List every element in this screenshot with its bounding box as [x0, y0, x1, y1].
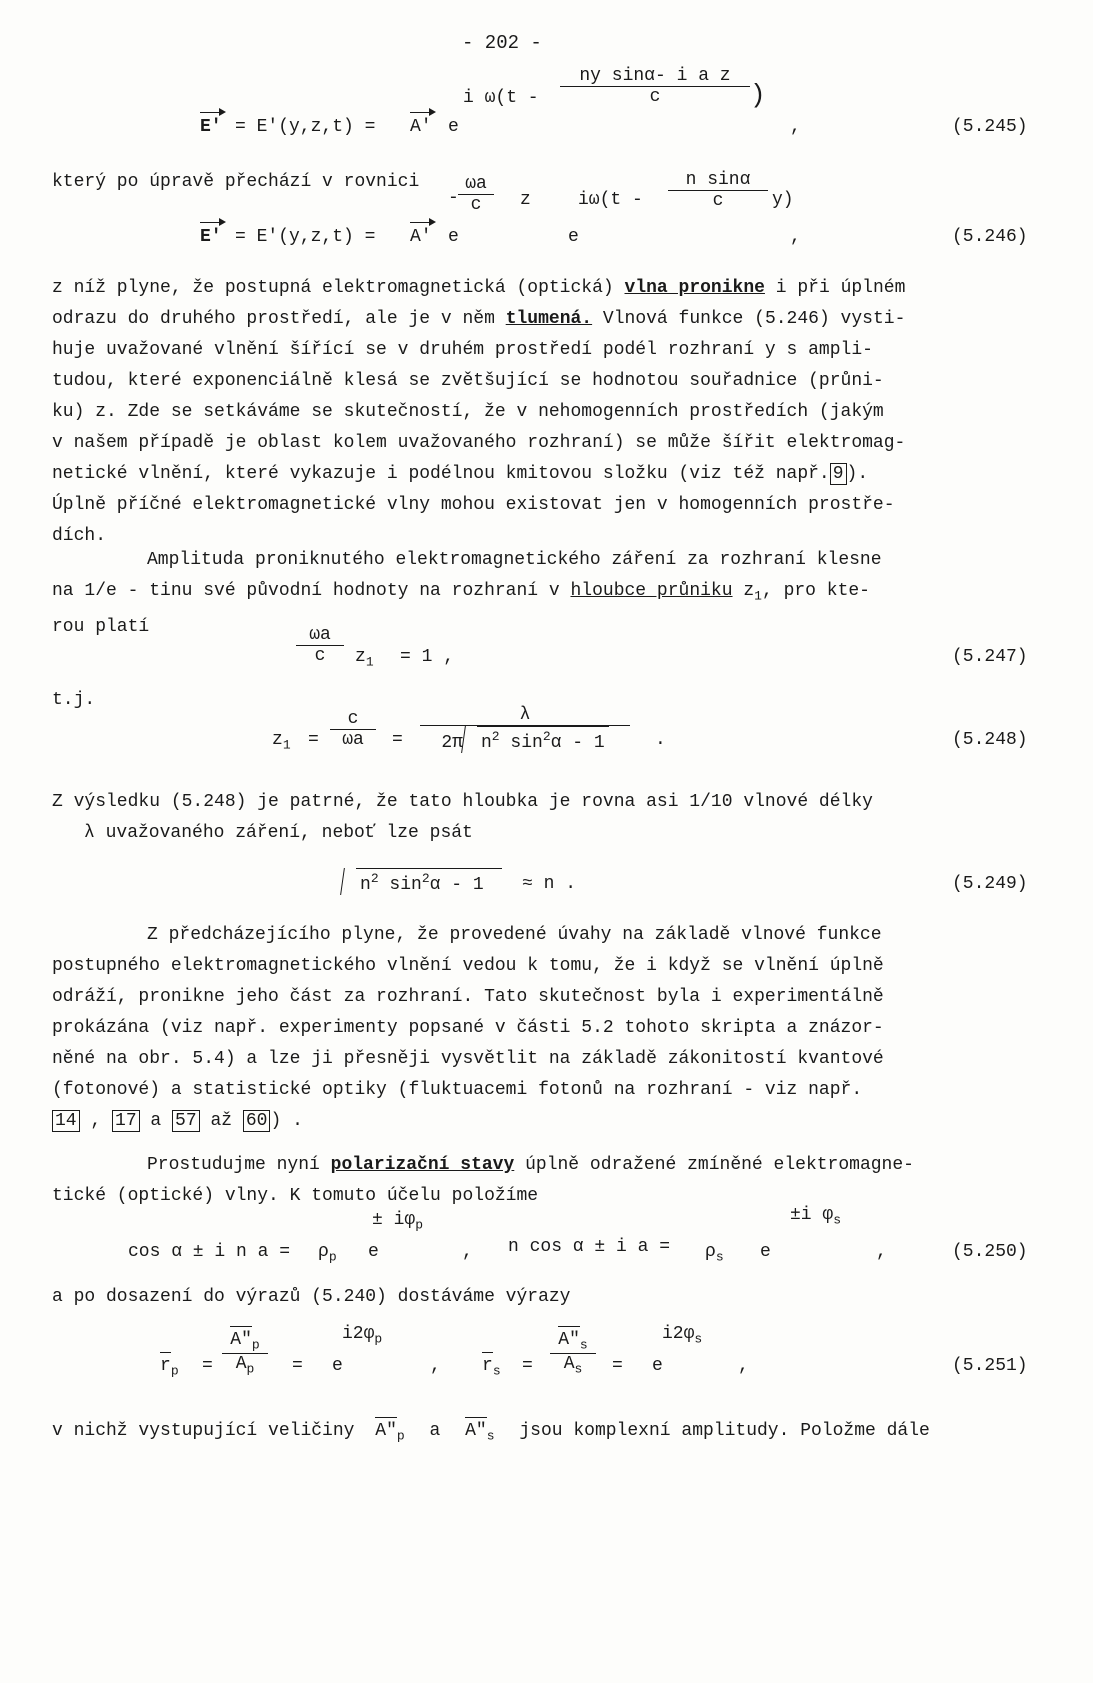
- a-s: $A"_s$: [465, 1421, 495, 1444]
- text-line: dích.: [52, 526, 107, 546]
- text-line: na 1/e - tinu své původní hodnoty na rozhraní v hloubce průniku $z_1$, pro kte-: [52, 581, 870, 604]
- a-p: $A"_p$: [375, 1421, 405, 1444]
- r-s: $r_s$: [482, 1356, 501, 1379]
- text-line: tické (optické) vlny. K tomuto účelu položíme: [52, 1186, 539, 1206]
- rhs-z1: $z_1$: [355, 647, 374, 670]
- text-line: prokázána (viz např. experimenty popsané v části 5.2 tohoto skripta a znázor-: [52, 1018, 884, 1038]
- period: .: [655, 730, 666, 750]
- exp-close: ): [750, 80, 766, 110]
- text-line: tudou, které exponenciálně klesá se zvětšující se hodnotou souřadnice (průni-: [52, 371, 884, 391]
- comma: ,: [790, 117, 801, 137]
- equation-5-246: [0, 170, 1093, 250]
- paragraph-1: [52, 273, 1037, 552]
- paragraph-7: v nichž vystupující veličiny $A"_p$ a $A"_s$ jsou komplexní amplitudy. Položme dále: [52, 1421, 930, 1444]
- amp-vector: A': [410, 227, 432, 247]
- text-line: postupného elektromagnetického vlnění vedou k tomu, že i když se vlnění úplně: [52, 956, 884, 976]
- paragraph-6: a po dosazení do výrazů (5.240) dostáváme výrazy: [52, 1287, 571, 1307]
- fraction-p: $\frac{A"_p}{A_p}$: [222, 1330, 268, 1376]
- page-number: - 202 -: [462, 32, 542, 54]
- exponent-2: ±i $\varphi_s$: [790, 1205, 842, 1228]
- text-line: netické vlnění, které vykazuje i podélnou kmitovou složku (viz též např. 9 ).: [52, 464, 869, 484]
- fraction-s: $\frac{A"_s}{A_s}$: [550, 1330, 596, 1376]
- text-line: Prostudujme nyní polarizační stavy úplně odražené zmíněné elektromagne-: [147, 1155, 914, 1175]
- exp-fraction: $\frac{\text{ny sinα- i a z}}{c}$: [560, 66, 750, 107]
- left-expression: cos α ± i n a =: [128, 1242, 291, 1262]
- text-line: v našem případě je oblast kolem uvažovaného rozhraní) se může šířit elektromag-: [52, 433, 906, 453]
- text-line: λ uvažovaného záření, neboť lze psát: [84, 823, 473, 843]
- base-e-2: e: [760, 1242, 771, 1262]
- text-line: ku) z. Zde se setkáváme se skutečností, že v nehomogenních prostředích (jakým: [52, 402, 884, 422]
- text-line: Z výsledku (5.248) je patrné, že tato hloubka je rovna asi 1/10 vlnové délky: [52, 792, 873, 812]
- equation-number: (5.249): [952, 874, 1028, 894]
- equals-one: = 1 ,: [400, 647, 455, 667]
- exp2-fraction: $\frac{\text{n sinα}}{c}$: [668, 170, 768, 211]
- equation-number: (5.246): [952, 227, 1028, 247]
- equals: =: [392, 730, 403, 750]
- lhs-mid: = E'(y,z,t) =: [235, 117, 376, 137]
- lhs-vector: E': [200, 227, 222, 247]
- lhs-vector: E': [200, 117, 222, 137]
- equation-5-249: [0, 860, 1093, 910]
- base-e-1: e: [332, 1356, 343, 1376]
- comma: ,: [876, 1242, 887, 1262]
- amp-vector: A': [410, 117, 432, 137]
- equation-5-245: [0, 60, 1093, 140]
- text-line: odráží, pronikne jeho část za rozhraní. Tato skutečnost byla i experimentálně: [52, 987, 884, 1007]
- base-e-2: e: [568, 227, 579, 247]
- exponent-1: ± $i\varphi_p$: [372, 1210, 424, 1233]
- equation-5-248: [0, 705, 1093, 775]
- citation: 9: [830, 463, 847, 485]
- equals: =: [612, 1356, 623, 1376]
- text-line: Z předcházejícího plyne, že provedené úvahy na základě vlnové funkce: [147, 925, 882, 945]
- text-line: rou platí: [52, 616, 150, 637]
- tj-label: t.j.: [52, 690, 96, 710]
- citation: 17: [112, 1110, 140, 1132]
- mid-expression: n cos α ± i a =: [508, 1237, 671, 1257]
- base-e: e: [448, 117, 459, 137]
- exponent-1: $i2\varphi_p$: [342, 1324, 383, 1347]
- text-line: huje uvažované vlnění šířící se v druhém prostředí podél rozhraní y s ampli-: [52, 340, 873, 360]
- equation-number: (5.251): [952, 1356, 1028, 1376]
- text-line: odrazu do druhého prostředí, ale je v něm tlumená. Vlnová funkce (5.246) vysti-: [52, 309, 906, 329]
- fraction: $\frac{\omega a}{c}$: [296, 625, 344, 666]
- exp2-suffix: y): [772, 190, 794, 210]
- exponent-2: $i2\varphi_s$: [662, 1324, 703, 1347]
- citation: 60: [243, 1110, 271, 1132]
- fraction-1: $\frac{c}{\omega a}$: [330, 709, 376, 750]
- paragraph-4: [52, 920, 1037, 1137]
- exp1-fraction: $\frac{\omega a}{c}$: [458, 174, 494, 215]
- lhs-mid: = E'(y,z,t) =: [235, 227, 376, 247]
- citation: 14: [52, 1110, 80, 1132]
- equals: =: [522, 1356, 533, 1376]
- equation-5-247: [0, 625, 1093, 695]
- exp2-prefix: iω(t -: [578, 190, 643, 210]
- comma: ,: [790, 227, 801, 247]
- citation: 57: [172, 1110, 200, 1132]
- rho-p: $\rho_p$: [318, 1242, 337, 1265]
- text-line: něné na obr. 5.4) a lze ji přesněji vysvětlit na základě zákonitostí kvantové: [52, 1049, 884, 1069]
- base-e-2: e: [652, 1356, 663, 1376]
- equation-number: (5.248): [952, 730, 1028, 750]
- comma: ,: [430, 1356, 441, 1376]
- paragraph-3: [52, 787, 1037, 849]
- equation-number: (5.250): [952, 1242, 1028, 1262]
- exp-prefix: i ω(t -: [463, 88, 539, 108]
- equation-number: (5.247): [952, 647, 1028, 667]
- exp1-var: z: [520, 190, 531, 210]
- intro-5-246: který po úpravě přechází v rovnici: [52, 172, 420, 192]
- text-line: Amplituda proniknutého elektromagnetického záření za rozhraní klesne: [147, 550, 882, 570]
- equals: =: [308, 730, 319, 750]
- exp1-minus: -: [448, 188, 459, 208]
- equation-5-250: [0, 1205, 1093, 1275]
- text-line: (fotonové) a statistické optiky (fluktuacemi fotonů na rozhraní - viz např.: [52, 1080, 863, 1100]
- text-line: Úplně příčné elektromagnetické vlny mohou existovat jen v homogenních prostře-: [52, 495, 895, 515]
- square-root: $n^2$ $\sin^2\alpha - 1$: [342, 868, 502, 895]
- fraction-2: $\frac{\lambda}{2\pi n^2 \sin^2\alpha - 1}$: [420, 705, 630, 753]
- comma: ,: [738, 1356, 749, 1376]
- equals: =: [292, 1356, 303, 1376]
- r-p: $r_p$: [160, 1356, 179, 1379]
- rho-s: $\rho_s$: [705, 1242, 724, 1265]
- equation-5-251: [0, 1320, 1093, 1400]
- equation-number: (5.245): [952, 117, 1028, 137]
- lhs-z1: $z_1$: [272, 730, 291, 753]
- approx-n: ≈ n .: [522, 874, 577, 894]
- paragraph-5: [52, 1150, 1037, 1212]
- text-line: z níž plyne, že postupná elektromagnetická (optická) vlna pronikne i při úplném: [52, 278, 906, 298]
- comma: ,: [462, 1242, 473, 1262]
- square-root: $n^2$ $\sin^2\alpha - 1$: [463, 726, 609, 753]
- text-line: 14 , 17 a 57 až 60 ) .: [52, 1106, 1037, 1137]
- base-e-1: e: [368, 1242, 379, 1262]
- equals: =: [202, 1356, 213, 1376]
- base-e-1: e: [448, 227, 459, 247]
